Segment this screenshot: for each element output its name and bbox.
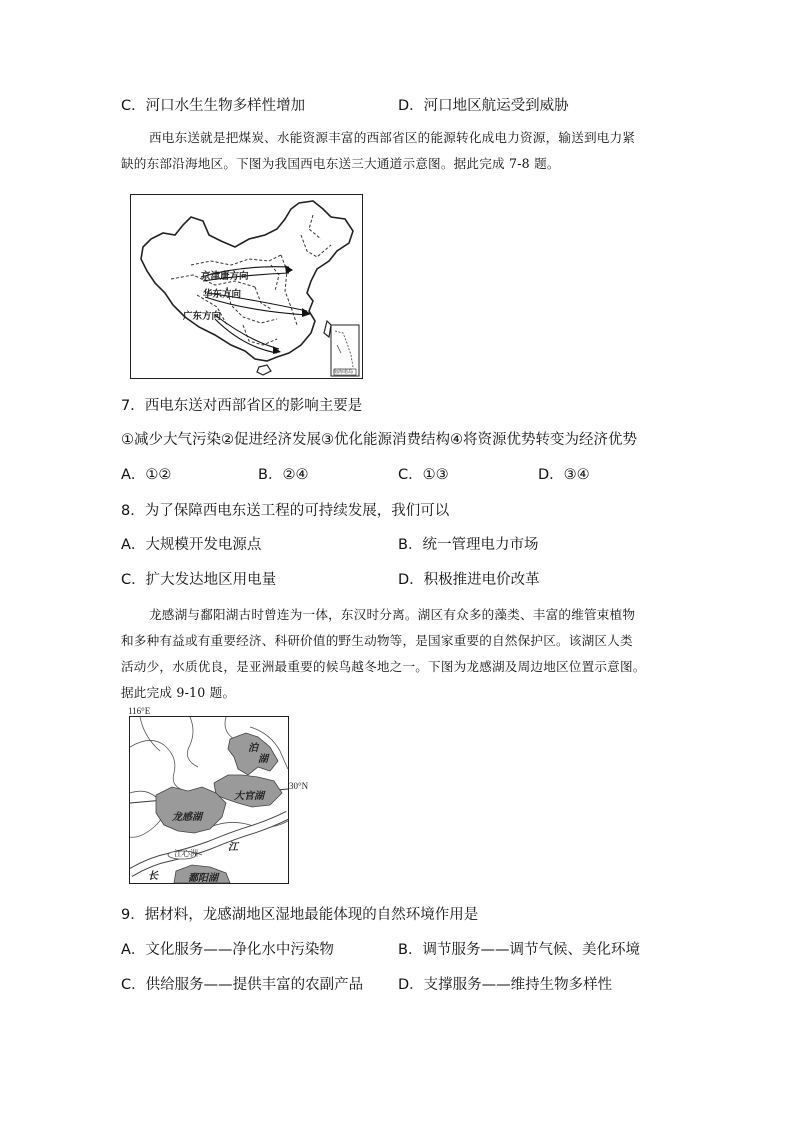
q8-option-b: B．统一管理电力市场 — [398, 537, 539, 553]
inset-caption: 南海诸岛 — [333, 370, 354, 375]
q9-option-a: A．文化服务——净化水中污染物 — [121, 942, 334, 958]
passage1-line2: 缺的东部沿海地区。下图为我国西电东送三大通道示意图。据此完成 7-8 题。 — [121, 156, 560, 171]
label-jiangxinzhou: 江心洲 — [174, 849, 198, 858]
q6-option-c: C．河口水生生物多样性增加 — [121, 98, 306, 114]
q7-option-b: B．②④ — [258, 467, 309, 483]
longganhu-map — [129, 716, 289, 884]
passage2-line2: 和多种有益或有重要经济、科研价值的野生动物等，是国家重要的自然保护区。该湖区人类 — [121, 633, 633, 648]
label-huadong: 华东方向 — [203, 289, 242, 300]
label-bohu-2: 湖 — [258, 754, 268, 765]
china-outline-svg — [131, 195, 362, 378]
passage1-line1: 西电东送就是把煤炭、水能资源丰富的西部省区的能源转化成电力资源，输送到电力紧 — [149, 130, 636, 145]
q6-option-d: D．河口地区航运受到威胁 — [398, 98, 569, 114]
label-jiang: 江 — [228, 842, 238, 853]
passage-longganhu — [121, 602, 677, 706]
label-longganhu: 龙感湖 — [172, 812, 202, 823]
q8-stem: 8．为了保障西电东送工程的可持续发展，我们可以 — [121, 503, 450, 519]
q8-option-c: C．扩大发达地区用电量 — [121, 572, 277, 588]
label-poyanghu: 鄱阳湖 — [188, 873, 218, 884]
q7-stem: 7．西电东送对西部省区的影响主要是 — [121, 398, 363, 414]
label-chang: 长 — [148, 871, 158, 882]
latitude-label: 30°N — [289, 781, 309, 791]
q8-option-d: D．积极推进电价改革 — [398, 572, 540, 588]
label-bohu-1: 泊 — [248, 743, 258, 754]
q7-option-c: C．①③ — [398, 467, 449, 483]
arrow-guangdong — [215, 315, 279, 349]
q7-statements: ①减少大气污染②促进经济发展③优化能源消费结构④将资源优势转变为经济优势 — [121, 432, 637, 448]
q9-option-b: B．调节服务——调节气候、美化环境 — [398, 942, 640, 958]
passage-west-east-power — [121, 125, 677, 177]
q9-stem: 9．据材料，龙感湖地区湿地最能体现的自然环境作用是 — [121, 907, 479, 923]
label-daguanhu: 大官湖 — [234, 791, 264, 802]
longitude-label: 116°E — [128, 706, 151, 716]
q9-option-d: D．支撑服务——维持生物多样性 — [398, 977, 613, 993]
passage2-line1: 龙感湖与鄱阳湖古时曾连为一体，东汉时分离。湖区有众多的藻类、丰富的维管束植物 — [149, 607, 636, 622]
china-power-map — [130, 194, 363, 379]
passage2-line3: 活动少，水质优良，是亚洲最重要的候鸟越冬地之一。下图为龙感湖及周边地区位置示意图。 — [121, 659, 646, 674]
q8-option-a: A．大规模开发电源点 — [121, 537, 262, 553]
longganhu-svg — [130, 717, 288, 883]
label-jinjintang: 京津唐方向 — [201, 271, 249, 282]
q7-option-d: D．③④ — [538, 467, 590, 483]
q7-option-a: A．①② — [121, 467, 172, 483]
passage2-line4: 据此完成 9-10 题。 — [121, 685, 236, 700]
label-guangdong: 广东方向 — [183, 311, 222, 322]
q9-option-c: C．供给服务——提供丰富的农副产品 — [121, 977, 364, 993]
